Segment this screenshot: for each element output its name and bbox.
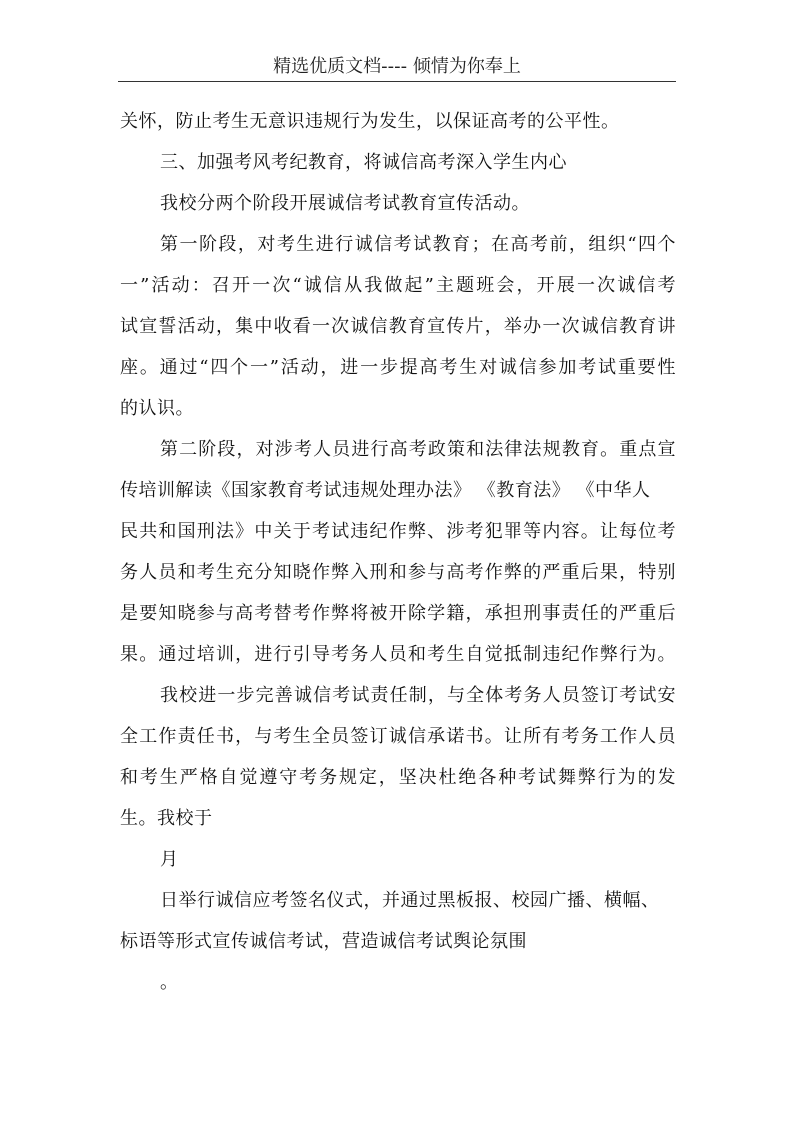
text-line: 务人员和考生充分知晓作弊入刑和参与高考作弊的严重后果，特别	[120, 562, 676, 583]
text-line: 是要知晓参与高考替考作弊将被开除学籍，承担刑事责任的严重后	[120, 603, 676, 624]
text-line: 第二阶段，对涉考人员进行高考政策和法律法规教育。重点宣	[160, 439, 676, 460]
text-line: 我校进一步完善诚信考试责任制，与全体考务人员签订考试安	[160, 685, 676, 706]
text-line: 一”活动：召开一次“诚信从我做起”主题班会，开展一次诚信考	[120, 275, 676, 296]
text-line: 的认识。	[120, 398, 194, 419]
text-line: 全工作责任书，与考生全员签订诚信承诺书。让所有考务工作人员	[120, 726, 676, 747]
text-line: 我校分两个阶段开展诚信考试教育宣传活动。	[160, 193, 530, 214]
text-line: 标语等形式宣传诚信考试，营造诚信考试舆论氛围	[120, 931, 527, 952]
text-line: 。	[160, 972, 179, 993]
text-line: 民共和国刑法》中关于考试违纪作弊、涉考犯罪等内容。让每位考	[120, 521, 676, 542]
text-line: 传培训解读《国家教育考试违规处理办法》 《教育法》 《中华人	[120, 480, 651, 501]
text-line: 关怀，防止考生无意识违规行为发生，以保证高考的公平性。	[120, 111, 620, 132]
text-line: 座。通过“四个一”活动，进一步提高考生对诚信参加考试重要性	[120, 357, 676, 378]
header-divider	[118, 81, 676, 82]
document-header: 精选优质文档---- 倾情为你奉上	[273, 56, 521, 77]
text-line: 日举行诚信应考签名仪式，并通过黑板报、校园广播、横幅、	[160, 890, 660, 911]
section-heading: 三、加强考风考纪教育，将诚信高考深入学生内心	[160, 152, 567, 173]
document-body	[120, 101, 676, 1003]
text-line: 第一阶段，对考生进行诚信考试教育；在高考前，组织“四个	[160, 234, 676, 255]
text-line: 月	[160, 849, 179, 870]
text-line: 和考生严格自觉遵守考务规定，坚决杜绝各种考试舞弊行为的发	[120, 767, 676, 788]
text-line: 试宣誓活动，集中收看一次诚信教育宣传片，举办一次诚信教育讲	[120, 316, 676, 337]
text-line: 生。我校于	[120, 808, 213, 829]
text-line: 果。通过培训，进行引导考务人员和考生自觉抵制违纪作弊行为。	[120, 644, 676, 665]
